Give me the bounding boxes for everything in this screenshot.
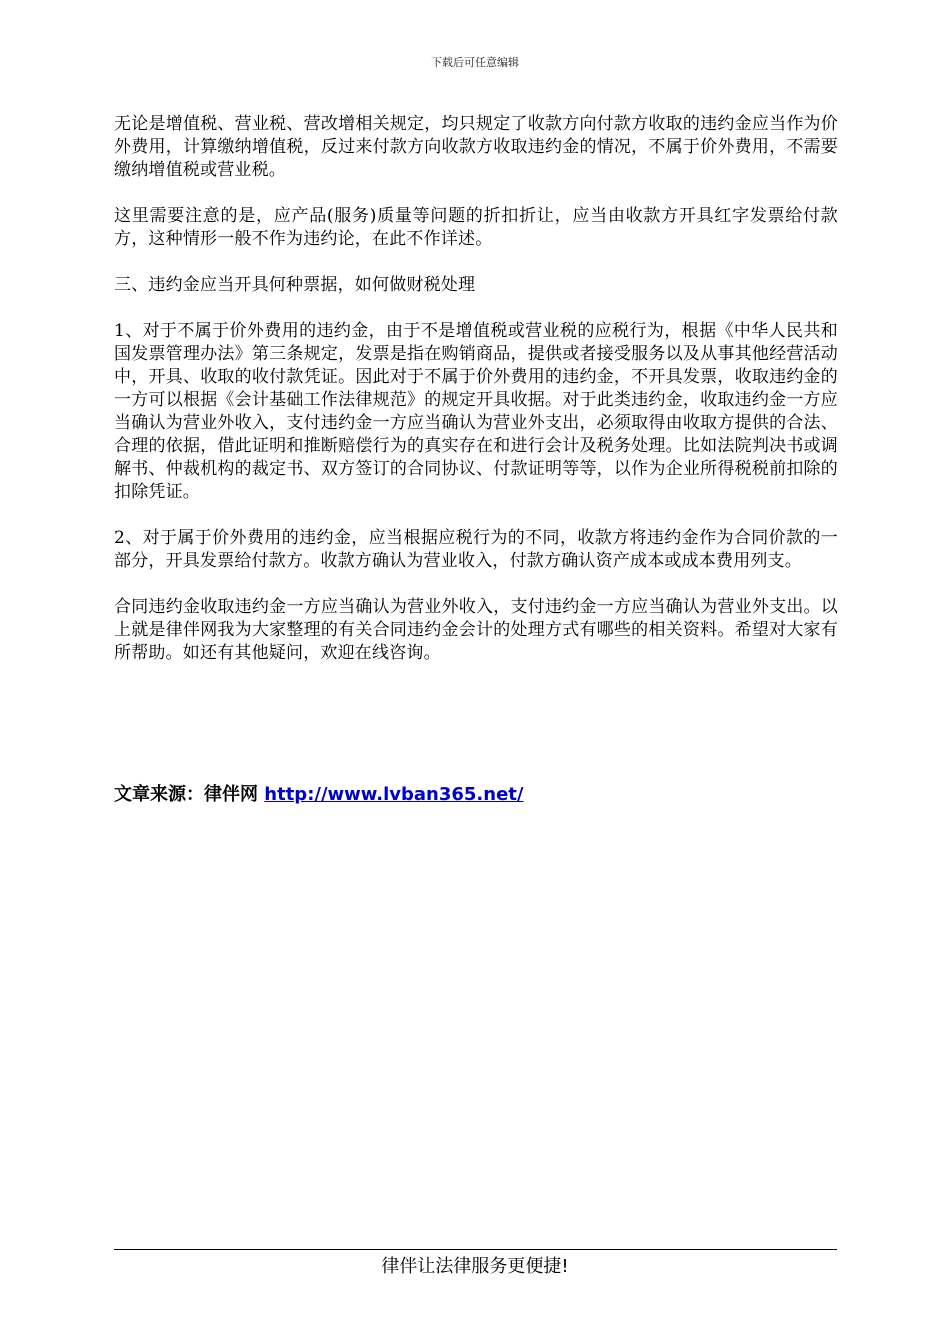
source-label: 文章来源：律伴网 bbox=[114, 784, 265, 805]
paragraph-3: 1、对于不属于价外费用的违约金，由于不是增值税或营业税的应税行为，根据《中华人民共和国发票管理办法》第三条规定，发票是指在购销商品，提供或者接受服务以及从事其他经营活动中，开具、收取的收付款凭证。因此对于不属于价外费用的违约金，不开具发票，收取违约金的一方可以根据《会计基础工作法律规范》的规定开具收据。对于此类违约金，收取违约金一方应当确认为营业外收入，支付违约金一方应当确认为营业外支出，必须取得由收取方提供的合法、合理的依据，借此证明和推断赔偿行为的真实存在和进行会计及税务处理。比如法院判决书或调解书、仲裁机构的裁定书、双方签订的合同协议、付款证明等等，以作为企业所得税税前扣除的扣除凭证。 bbox=[114, 321, 838, 502]
paragraph-1: 无论是增值税、营业税、营改增相关规定，均只规定了收款方向付款方收取的违约金应当作为价外费用，计算缴纳增值税，反过来付款方向收款方收取违约金的情况，不属于价外费用，不需要缴纳增值税或营业税。 bbox=[114, 114, 838, 180]
footer-divider bbox=[114, 1249, 837, 1250]
paragraph-2: 这里需要注意的是，应产品(服务)质量等问题的折扣折让，应当由收款方开具红字发票给付款方，这种情形一般不作为违约论，在此不作详述。 bbox=[114, 206, 838, 249]
paragraph-4: 2、对于属于价外费用的违约金，应当根据应税行为的不同，收款方将违约金作为合同价款的一部分，开具发票给付款方。收款方确认为营业收入，付款方确认资产成本或成本费用列支。 bbox=[114, 528, 838, 571]
paragraph-5: 合同违约金收取违约金一方应当确认为营业外收入，支付违约金一方应当确认为营业外支出。以上就是律伴网我为大家整理的有关合同违约金会计的处理方式有哪些的相关资料。希望对大家有所帮助。如还有其他疑问，欢迎在线咨询。 bbox=[114, 597, 838, 663]
article-source bbox=[114, 783, 523, 807]
footer-slogan: 律伴让法律服务更便捷! bbox=[381, 1256, 569, 1277]
source-link[interactable]: http://www.lvban365.net/ bbox=[264, 784, 524, 805]
section-heading: 三、违约金应当开具何种票据，如何做财税处理 bbox=[114, 275, 476, 295]
header-note: 下载后可任意编辑 bbox=[431, 56, 519, 69]
article-body bbox=[114, 113, 838, 688]
